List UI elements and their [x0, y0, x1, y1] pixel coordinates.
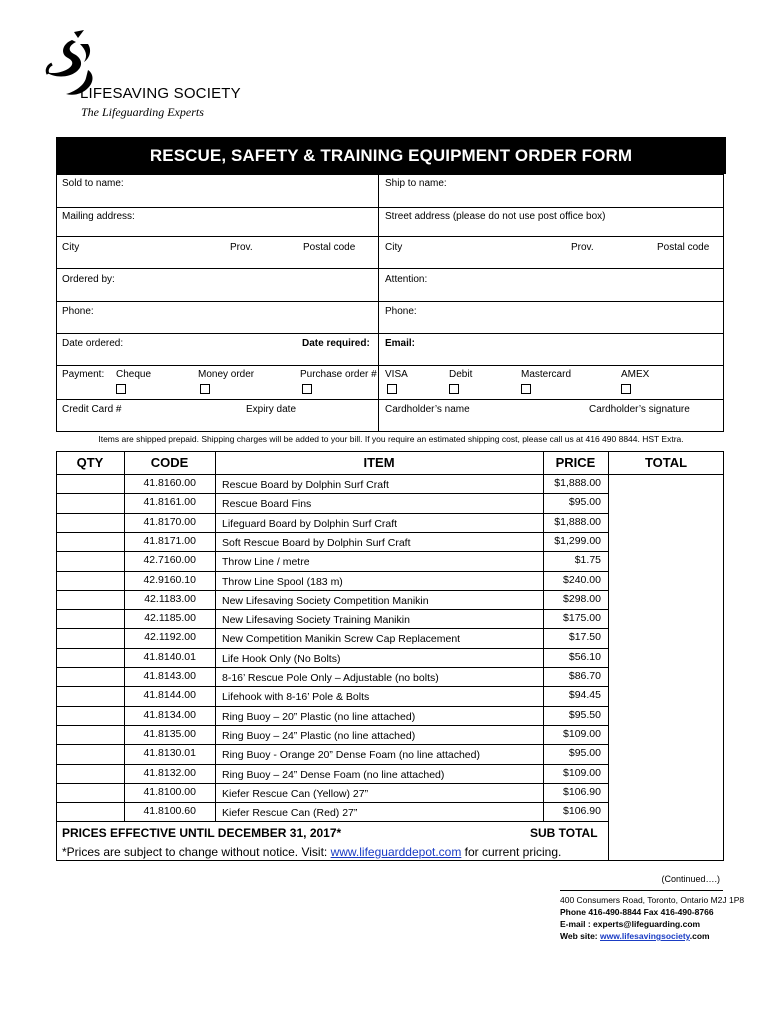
- total-input[interactable]: [610, 746, 722, 761]
- email-field[interactable]: Email:: [385, 338, 416, 349]
- city-field[interactable]: City: [62, 242, 80, 253]
- row-divider: [56, 513, 609, 514]
- item-description: Kiefer Rescue Can (Yellow) 27”: [222, 787, 369, 800]
- item-header: ITEM: [363, 455, 395, 470]
- ship-postal-code-field[interactable]: Postal code: [657, 242, 710, 253]
- total-input[interactable]: [610, 804, 722, 819]
- qty-input[interactable]: [58, 727, 122, 742]
- item-price: $95.50: [568, 708, 601, 721]
- item-price: $1,888.00: [554, 515, 601, 528]
- row-divider: [56, 706, 609, 707]
- payment-label: Payment:: [62, 369, 105, 380]
- row-divider: [56, 628, 609, 629]
- row-divider: [56, 551, 609, 552]
- purchase-order-label: Purchase order #: [300, 369, 377, 380]
- cardholder-signature-field[interactable]: Cardholder’s signature: [589, 404, 690, 415]
- item-description: Rescue Board Fins: [222, 498, 312, 511]
- qty-input[interactable]: [58, 804, 122, 819]
- item-description: Rescue Board by Dolphin Surf Craft: [222, 479, 389, 491]
- mastercard-label: Mastercard: [521, 369, 572, 380]
- cheque-label: Cheque: [116, 369, 152, 380]
- item-code: 42.1183.00: [144, 592, 196, 605]
- pricing-disclaimer-text: *Prices are subject to change without notice. Visit:: [62, 845, 331, 859]
- item-price: $17.50: [568, 631, 601, 644]
- total-input[interactable]: [610, 495, 722, 510]
- organization-name: LIFESAVING SOCIETY: [80, 85, 241, 102]
- ship-province-field[interactable]: Prov.: [571, 242, 594, 253]
- website-link[interactable]: www.lifesavingsociety: [600, 931, 690, 941]
- phone-field[interactable]: Phone:: [62, 306, 94, 317]
- item-description: Lifeguard Board by Dolphin Surf Craft: [222, 517, 398, 530]
- ship-city-field[interactable]: City: [385, 242, 403, 253]
- visa-label: VISA: [385, 369, 408, 380]
- qty-input[interactable]: [58, 534, 122, 549]
- row-divider: [56, 667, 609, 668]
- footer-email: E-mail : experts@lifeguarding.com: [560, 919, 701, 929]
- ship-phone-field[interactable]: Phone:: [385, 306, 417, 317]
- row-divider: [56, 764, 609, 765]
- item-description: Life Hook Only (No Bolts): [222, 652, 341, 665]
- qty-input[interactable]: [58, 630, 122, 645]
- prices-effective-note: PRICES EFFECTIVE UNTIL DECEMBER 31, 2017*: [62, 826, 342, 840]
- item-code: 41.8130.01: [143, 747, 196, 760]
- total-input[interactable]: [610, 669, 722, 684]
- qty-input[interactable]: [58, 573, 122, 588]
- item-description: Soft Rescue Board by Dolphin Surf Craft: [222, 536, 411, 549]
- amex-checkbox[interactable]: [621, 384, 631, 394]
- item-code: 42.1192.00: [144, 631, 196, 644]
- date-required-field[interactable]: Date required:: [302, 338, 370, 349]
- item-code: 41.8134.00: [143, 708, 196, 721]
- qty-input[interactable]: [58, 476, 122, 491]
- total-input[interactable]: [610, 785, 722, 800]
- organization-tagline: The Lifeguarding Experts: [81, 105, 204, 119]
- item-price: $56.10: [568, 650, 601, 663]
- attention-field[interactable]: Attention:: [385, 274, 428, 285]
- row-divider: [56, 802, 609, 803]
- total-header: TOTAL: [644, 455, 688, 470]
- postal-code-field[interactable]: Postal code: [303, 242, 356, 253]
- row-divider: [56, 236, 724, 237]
- item-price: $175.00: [563, 612, 601, 625]
- item-description: Ring Buoy – 24” Plastic (no line attached): [222, 729, 416, 742]
- money-order-checkbox[interactable]: [200, 384, 210, 394]
- visa-checkbox[interactable]: [387, 384, 397, 394]
- qty-input[interactable]: [58, 553, 122, 568]
- total-input[interactable]: [610, 650, 722, 665]
- money-order-label: Money order: [198, 369, 255, 380]
- total-input[interactable]: [610, 766, 722, 781]
- qty-input[interactable]: [58, 495, 122, 510]
- cheque-checkbox[interactable]: [116, 384, 126, 394]
- item-price: $94.45: [568, 689, 601, 702]
- ship-to-name-field[interactable]: Ship to name:: [385, 178, 447, 189]
- row-divider: [56, 783, 609, 784]
- row-divider: [56, 301, 724, 302]
- total-input[interactable]: [610, 515, 722, 530]
- website-suffix: .com: [689, 931, 710, 941]
- table-bottom-rule: [56, 821, 609, 822]
- item-description: Throw Line Spool (183 m): [222, 575, 343, 588]
- qty-input[interactable]: [58, 669, 122, 684]
- total-input[interactable]: [610, 592, 722, 607]
- total-input[interactable]: [610, 708, 722, 723]
- row-divider: [56, 399, 724, 400]
- amex-label: AMEX: [621, 369, 650, 380]
- qty-input[interactable]: [58, 611, 122, 626]
- price-header: PRICE: [555, 455, 596, 470]
- total-input[interactable]: [610, 553, 722, 568]
- item-price: $1,299.00: [554, 534, 601, 547]
- row-divider: [56, 609, 609, 610]
- item-code: 41.8140.01: [143, 650, 196, 663]
- row-divider: [56, 590, 609, 591]
- item-code: 41.8161.00: [143, 496, 196, 509]
- province-field[interactable]: Prov.: [230, 242, 253, 253]
- item-description: Ring Buoy – 24” Dense Foam (no line attached): [222, 768, 445, 781]
- item-code: 41.8170.00: [143, 515, 196, 528]
- item-code: 42.1185.00: [144, 612, 196, 625]
- purchase-order-checkbox[interactable]: [302, 384, 312, 394]
- row-divider: [56, 725, 609, 726]
- mailing-address-field[interactable]: Mailing address:: [62, 211, 135, 222]
- debit-label: Debit: [449, 369, 473, 380]
- item-price: $106.90: [563, 785, 601, 798]
- item-price: $109.00: [563, 727, 601, 740]
- item-price: $95.00: [568, 496, 601, 509]
- item-description: New Competition Manikin Screw Cap Replacement: [222, 633, 461, 646]
- info-column-divider: [378, 174, 379, 432]
- item-code: 41.8100.00: [143, 785, 196, 798]
- debit-checkbox[interactable]: [449, 384, 459, 394]
- shipping-note: Items are shipped prepaid. Shipping charges will be added to your bill. If you require an estimated shipping cost, please call us at 416 490 8844. HST Extra.: [98, 434, 684, 444]
- qty-input[interactable]: [58, 515, 122, 530]
- item-price: $86.70: [568, 670, 601, 682]
- item-price: $1.75: [574, 554, 601, 567]
- item-code: 42.7160.00: [143, 554, 196, 567]
- credit-card-field[interactable]: Credit Card #: [62, 404, 122, 415]
- item-price: $106.90: [563, 805, 601, 818]
- row-divider: [56, 207, 724, 208]
- footer-address: 400 Consumers Road, Toronto, Ontario M2J 1P8: [560, 895, 745, 905]
- subtotal-label: SUB TOTAL: [530, 826, 598, 840]
- column-divider: [215, 451, 216, 821]
- row-divider: [56, 532, 609, 533]
- item-description: Throw Line / metre: [222, 556, 310, 569]
- footer-rule: [560, 890, 723, 891]
- total-input[interactable]: [610, 630, 722, 645]
- total-input[interactable]: [610, 534, 722, 549]
- total-input[interactable]: [610, 476, 722, 491]
- qty-input[interactable]: [58, 766, 122, 781]
- mastercard-checkbox[interactable]: [521, 384, 531, 394]
- item-description: Ring Buoy - Orange 20” Dense Foam (no line attached): [222, 749, 480, 762]
- item-description: Ring Buoy – 20” Plastic (no line attached): [222, 710, 416, 723]
- row-divider: [56, 493, 609, 494]
- sold-to-name-field[interactable]: Sold to name:: [62, 178, 124, 189]
- street-address-field[interactable]: Street address (please do not use post office box): [385, 211, 606, 222]
- lifeguard-depot-link[interactable]: www.lifeguarddepot.com: [330, 845, 462, 859]
- row-divider: [56, 744, 609, 745]
- item-code: 41.8144.00: [143, 689, 196, 702]
- total-input[interactable]: [610, 611, 722, 626]
- row-divider: [56, 648, 609, 649]
- date-ordered-field[interactable]: Date ordered:: [62, 338, 124, 349]
- header-divider: [56, 474, 724, 475]
- row-divider: [56, 333, 724, 334]
- qty-input[interactable]: [58, 746, 122, 761]
- row-divider: [56, 268, 724, 269]
- item-code: 41.8171.00: [143, 534, 196, 547]
- total-input[interactable]: [610, 688, 722, 703]
- footer-website: [560, 931, 710, 941]
- website-label: Web site:: [560, 931, 600, 941]
- item-code: 41.8160.00: [143, 477, 196, 489]
- continued-note: (Continued….): [661, 874, 720, 884]
- qty-header: QTY: [76, 455, 104, 470]
- item-price: $240.00: [563, 573, 601, 586]
- footer-phone-fax: Phone 416-490-8844 Fax 416-490-8766: [560, 907, 714, 917]
- qty-input[interactable]: [58, 688, 122, 703]
- cardholder-name-field[interactable]: Cardholder’s name: [385, 404, 470, 415]
- ordered-by-field[interactable]: Ordered by:: [62, 274, 115, 285]
- qty-input[interactable]: [58, 650, 122, 665]
- item-code: 41.8132.00: [143, 766, 196, 779]
- code-header: CODE: [150, 455, 189, 470]
- item-code: 42.9160.10: [143, 573, 196, 586]
- item-description: Kiefer Rescue Can (Red) 27”: [222, 807, 358, 820]
- qty-input[interactable]: [58, 785, 122, 800]
- item-price: $298.00: [563, 592, 601, 605]
- item-description: Lifehook with 8-16’ Pole & Bolts: [222, 691, 370, 704]
- item-code: 41.8143.00: [143, 670, 196, 682]
- pricing-disclaimer-suffix: for current pricing.: [461, 845, 562, 859]
- item-description: New Lifesaving Society Training Manikin: [222, 614, 410, 627]
- row-divider: [56, 686, 609, 687]
- row-divider: [56, 365, 724, 366]
- total-input[interactable]: [610, 727, 722, 742]
- item-description: 8-16’ Rescue Pole Only – Adjustable (no bolts): [222, 672, 439, 684]
- expiry-date-field[interactable]: Expiry date: [246, 404, 297, 415]
- pricing-disclaimer: [62, 845, 561, 859]
- item-price: $109.00: [563, 766, 601, 779]
- item-price: $95.00: [568, 747, 601, 760]
- item-price: $1,888.00: [554, 477, 601, 489]
- item-code: 41.8100.60: [143, 805, 196, 818]
- row-divider: [56, 571, 609, 572]
- form-title: RESCUE, SAFETY & TRAINING EQUIPMENT ORDER FORM: [149, 146, 633, 165]
- item-code: 41.8135.00: [143, 727, 196, 740]
- qty-input[interactable]: [58, 708, 122, 723]
- total-input[interactable]: [610, 573, 722, 588]
- qty-input[interactable]: [58, 592, 122, 607]
- item-description: New Lifesaving Society Competition Manikin: [222, 594, 429, 607]
